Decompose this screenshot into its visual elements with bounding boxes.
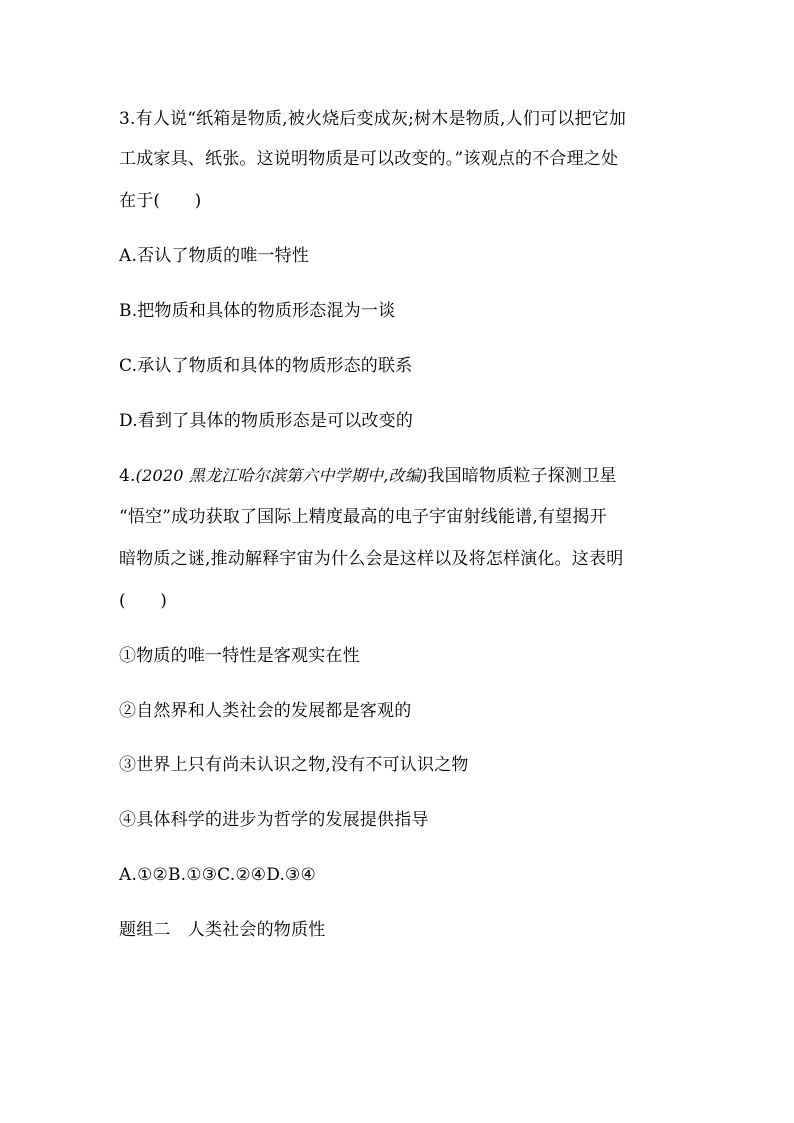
question-3-line-3: 在于( ) [119, 191, 202, 211]
question-3-option-a: A.否认了物质的唯一特性 [119, 246, 310, 266]
section-heading: 题组二 人类社会的物质性 [119, 920, 326, 940]
question-3-option-b: B.把物质和具体的物质形态混为一谈 [119, 301, 396, 321]
question-4-source: (2020 黑龙江哈尔滨第六中学期中,改编) [135, 466, 428, 485]
question-4-line-3: 暗物质之谜,推动解释宇宙为什么会是这样以及将怎样演化。这表明 [119, 549, 624, 569]
question-4-line-1-text: 我国暗物质粒子探测卫星 [427, 466, 617, 486]
question-4-number: 4. [119, 466, 136, 486]
question-3-option-c: C.承认了物质和具体的物质形态的联系 [119, 356, 413, 376]
question-4-line-4: ( ) [119, 591, 168, 611]
question-4-line-1 [119, 464, 617, 488]
question-4-statement-1: ①物质的唯一特性是客观实在性 [119, 646, 360, 666]
question-4-statement-3: ③世界上只有尚未认识之物,没有不可认识之物 [119, 755, 469, 775]
question-4-statement-2: ②自然界和人类社会的发展都是客观的 [119, 701, 412, 721]
question-3-line-1: 3.有人说“纸箱是物质,被火烧后变成灰;树木是物质,人们可以把它加 [119, 109, 627, 129]
question-4-choices: A.①②B.①③C.②④D.③④ [119, 865, 316, 885]
question-4-statement-4: ④具体科学的进步为哲学的发展提供指导 [119, 810, 429, 830]
question-4-line-2: “悟空”成功获取了国际上精度最高的电子宇宙射线能谱,有望揭开 [119, 507, 607, 527]
question-3-line-2: 工成家具、纸张。这说明物质是可以改变的。”该观点的不合理之处 [119, 149, 619, 169]
question-3-option-d: D.看到了具体的物质形态是可以改变的 [119, 411, 414, 431]
